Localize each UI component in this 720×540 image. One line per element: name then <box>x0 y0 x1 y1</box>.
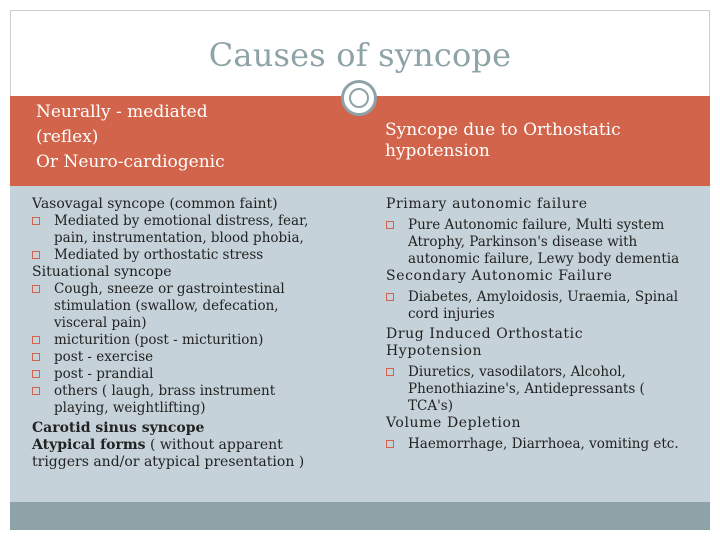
list-item: Cough, sneeze or gastrointestinal stimulation (swallow, defecation, visceral pain) <box>32 281 352 332</box>
primary-autonomic-heading: Primary autonomic failure <box>386 196 588 212</box>
atypical-note: triggers and/or atypical presentation ) <box>32 454 305 470</box>
carotid-heading: Carotid sinus syncope <box>32 420 205 436</box>
drug-induced-heading: Drug Induced Orthostatic <box>386 326 584 342</box>
header-right <box>385 120 685 162</box>
bullet-box-icon <box>32 217 40 225</box>
bullet-box-icon <box>32 336 40 344</box>
bullet-box-icon <box>386 221 394 229</box>
bullet-box-icon <box>32 251 40 259</box>
list-item: Mediated by orthostatic stress <box>32 247 352 264</box>
bullet-box-icon <box>386 368 394 376</box>
footer-bar <box>10 502 710 530</box>
drug-induced-heading-line2: Hypotension <box>386 343 483 359</box>
situational-heading: Situational syncope <box>32 264 172 280</box>
list-item: Haemorrhage, Diarrhoea, vomiting etc. <box>386 436 701 453</box>
left-column <box>32 196 352 471</box>
secondary-autonomic-heading: Secondary Autonomic Failure <box>386 268 613 284</box>
bullet-box-icon <box>32 285 40 293</box>
list-item: micturition (post - micturition) <box>32 332 352 349</box>
header-right-line: hypotension <box>385 141 490 161</box>
bullet-box-icon <box>32 353 40 361</box>
header-left <box>36 100 336 175</box>
header-left-line: Or Neuro-cardiogenic <box>36 152 225 172</box>
list-item: Diabetes, Amyloidosis, Uraemia, Spinal cord injuries <box>386 289 701 323</box>
bullet-box-icon <box>32 387 40 395</box>
header-left-line: (reflex) <box>36 127 99 147</box>
list-item: post - exercise <box>32 349 352 366</box>
list-item: others ( laugh, brass instrument playing, weightlifting) <box>32 383 352 417</box>
circle-ornament-icon <box>341 80 377 116</box>
header-left-line: Neurally - mediated <box>36 102 208 122</box>
volume-depletion-heading: Volume Depletion <box>386 415 522 431</box>
list-item: Pure Autonomic failure, Multi system Atrophy, Parkinson's disease with autonomic failure, Lewy body dementia <box>386 217 701 268</box>
vasovagal-heading: Vasovagal syncope (common faint) <box>32 196 278 212</box>
atypical-heading: Atypical forms ( without apparent <box>32 437 283 453</box>
vasovagal-list <box>32 213 352 264</box>
slide-title: Causes of syncope <box>208 36 512 74</box>
situational-list <box>32 281 352 417</box>
list-item: Mediated by emotional distress, fear, pain, instrumentation, blood phobia, <box>32 213 352 247</box>
list-item: post - prandial <box>32 366 352 383</box>
bullet-box-icon <box>386 293 394 301</box>
bullet-box-icon <box>32 370 40 378</box>
right-column <box>386 196 701 453</box>
header-right-line: Syncope due to Orthostatic <box>385 120 621 140</box>
bullet-box-icon <box>386 440 394 448</box>
list-item: Diuretics, vasodilators, Alcohol, Phenothiazine's, Antidepressants ( TCA's) <box>386 364 701 415</box>
